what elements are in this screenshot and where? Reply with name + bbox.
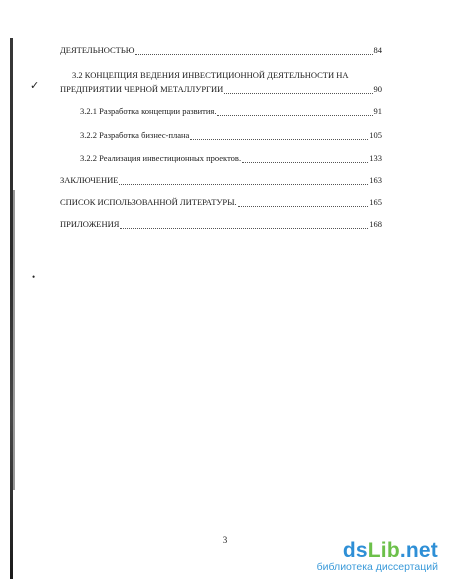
toc-leader-dots <box>190 132 368 140</box>
toc-entry-label-line1: 3.2 КОНЦЕПЦИЯ ВЕДЕНИЯ ИНВЕСТИЦИОННОЙ ДЕЯТЕЛЬНОСТИ НА <box>72 70 349 80</box>
watermark-brand-lib: Lib <box>367 539 400 562</box>
watermark-brand-ds: ds <box>342 539 368 562</box>
watermark-brand-tld: .net <box>399 539 438 562</box>
toc-entry-page: 90 <box>373 84 382 94</box>
toc-entry[interactable] <box>60 45 382 56</box>
toc-entry-label: 3.2.2 Реализация инвестиционных проектов. <box>80 153 242 163</box>
toc-entry-label: 3.2.1 Разработка концепции развития. <box>80 106 217 116</box>
toc-leader-dots <box>238 199 369 207</box>
watermark-brand <box>317 539 438 563</box>
toc-entry-label: ПРИЛОЖЕНИЯ <box>60 219 120 229</box>
toc-entry[interactable] <box>60 84 382 95</box>
toc-entry[interactable] <box>60 175 382 186</box>
toc-leader-dots <box>242 155 368 163</box>
toc-entry-label: 3.2.2 Разработка бизнес-плана <box>80 130 190 140</box>
toc-entry-page: 105 <box>369 130 382 140</box>
toc-entry[interactable] <box>80 153 382 164</box>
toc-entry-page: 91 <box>373 106 382 116</box>
toc-entry[interactable] <box>80 130 382 141</box>
toc-entry-label: ЗАКЛЮЧЕНИЕ <box>60 175 119 185</box>
toc-entry-page: 84 <box>373 45 382 55</box>
toc-entry-page: 168 <box>369 219 382 229</box>
toc-entry-page: 165 <box>369 197 382 207</box>
toc-entry-label: СПИСОК ИСПОЛЬЗОВАННОЙ ЛИТЕРАТУРЫ. <box>60 197 237 207</box>
scan-mark: • <box>32 272 36 282</box>
toc-leader-dots <box>224 86 372 94</box>
toc-leader-dots <box>119 177 368 185</box>
toc-entry-label: ДЕЯТЕЛЬНОСТЬЮ <box>60 45 135 55</box>
scan-binding-shadow <box>13 190 15 490</box>
toc-entry[interactable] <box>60 197 382 208</box>
toc-entry-page: 133 <box>369 153 382 163</box>
toc-entry-label: ПРЕДПРИЯТИИ ЧЕРНОЙ МЕТАЛЛУРГИИ <box>60 84 224 94</box>
toc-entry[interactable] <box>60 219 382 230</box>
watermark-logo[interactable] <box>317 539 438 573</box>
scan-mark: ✓ <box>30 80 40 92</box>
toc-entry-page: 163 <box>369 175 382 185</box>
watermark-subtitle: библиотека диссертаций <box>316 561 438 573</box>
page-number: 3 <box>222 535 228 545</box>
toc-leader-dots <box>217 108 372 116</box>
toc-entry[interactable] <box>80 106 382 117</box>
toc-leader-dots <box>120 221 368 229</box>
toc-leader-dots <box>135 47 372 55</box>
